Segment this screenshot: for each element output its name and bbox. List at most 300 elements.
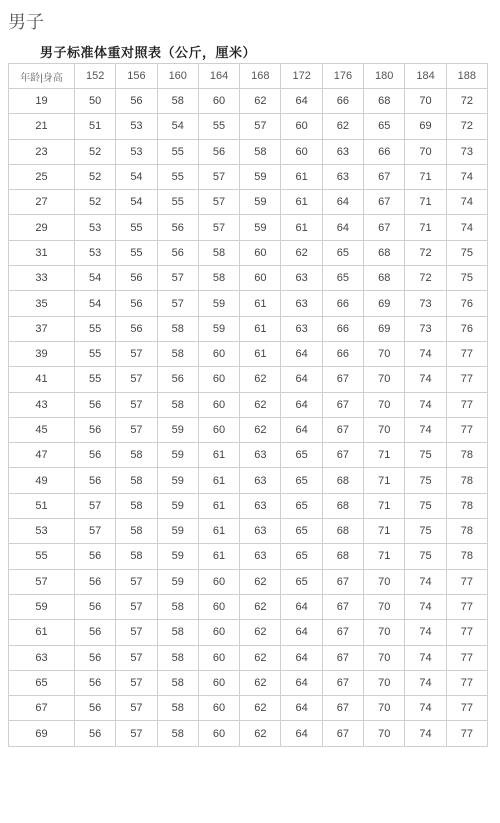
weight-cell: 65 (281, 544, 322, 569)
age-cell: 21 (9, 114, 75, 139)
weight-cell: 58 (116, 544, 157, 569)
weight-cell: 57 (198, 190, 239, 215)
weight-cell: 71 (364, 468, 405, 493)
age-cell: 69 (9, 721, 75, 746)
age-cell: 61 (9, 620, 75, 645)
age-cell: 57 (9, 569, 75, 594)
weight-cell: 60 (198, 89, 239, 114)
table-row (9, 392, 488, 417)
table-row (9, 519, 488, 544)
weight-cell: 74 (446, 215, 487, 240)
weight-cell: 61 (198, 544, 239, 569)
weight-cell: 56 (75, 443, 116, 468)
weight-cell: 57 (116, 417, 157, 442)
weight-cell: 57 (198, 164, 239, 189)
table-row (9, 240, 488, 265)
weight-cell: 74 (405, 417, 446, 442)
weight-cell: 57 (116, 367, 157, 392)
table-row (9, 114, 488, 139)
weight-cell: 59 (240, 215, 281, 240)
weight-cell: 57 (116, 569, 157, 594)
weight-cell: 70 (364, 645, 405, 670)
weight-cell: 54 (116, 164, 157, 189)
weight-cell: 70 (364, 569, 405, 594)
weight-cell: 69 (405, 114, 446, 139)
weight-cell: 75 (446, 240, 487, 265)
weight-cell: 56 (75, 417, 116, 442)
weight-cell: 57 (116, 696, 157, 721)
weight-cell: 59 (198, 316, 239, 341)
weight-cell: 63 (322, 164, 363, 189)
weight-cell: 55 (157, 139, 198, 164)
weight-cell: 76 (446, 316, 487, 341)
height-header: 152 (75, 64, 116, 89)
weight-cell: 63 (240, 519, 281, 544)
weight-cell: 58 (240, 139, 281, 164)
weight-cell: 75 (405, 519, 446, 544)
age-cell: 53 (9, 519, 75, 544)
table-row (9, 164, 488, 189)
weight-cell: 70 (364, 367, 405, 392)
weight-cell: 54 (116, 190, 157, 215)
weight-cell: 61 (198, 493, 239, 518)
weight-cell: 61 (198, 519, 239, 544)
weight-cell: 68 (364, 89, 405, 114)
weight-cell: 58 (198, 266, 239, 291)
weight-cell: 57 (75, 519, 116, 544)
table-row (9, 89, 488, 114)
weight-cell: 64 (322, 190, 363, 215)
weight-cell: 55 (116, 240, 157, 265)
weight-cell: 68 (322, 544, 363, 569)
weight-cell: 60 (198, 670, 239, 695)
weight-cell: 67 (364, 164, 405, 189)
weight-cell: 60 (198, 417, 239, 442)
age-cell: 67 (9, 696, 75, 721)
weight-cell: 65 (281, 468, 322, 493)
weight-cell: 58 (116, 468, 157, 493)
weight-cell: 58 (116, 493, 157, 518)
weight-cell: 62 (240, 696, 281, 721)
weight-cell: 68 (322, 468, 363, 493)
weight-cell: 63 (240, 443, 281, 468)
weight-cell: 69 (364, 316, 405, 341)
weight-cell: 75 (405, 493, 446, 518)
weight-cell: 75 (405, 468, 446, 493)
weight-cell: 64 (281, 594, 322, 619)
weight-cell: 61 (240, 291, 281, 316)
weight-cell: 53 (75, 240, 116, 265)
weight-cell: 56 (75, 569, 116, 594)
weight-cell: 60 (198, 594, 239, 619)
age-cell: 49 (9, 468, 75, 493)
weight-cell: 61 (281, 215, 322, 240)
weight-cell: 61 (240, 341, 281, 366)
weight-cell: 63 (240, 493, 281, 518)
weight-cell: 76 (446, 291, 487, 316)
weight-cell: 63 (281, 316, 322, 341)
weight-cell: 70 (364, 670, 405, 695)
weight-cell: 64 (281, 645, 322, 670)
weight-cell: 62 (240, 645, 281, 670)
weight-cell: 71 (364, 544, 405, 569)
age-cell: 31 (9, 240, 75, 265)
weight-cell: 77 (446, 670, 487, 695)
weight-cell: 60 (281, 114, 322, 139)
weight-cell: 65 (281, 569, 322, 594)
weight-cell: 52 (75, 164, 116, 189)
weight-cell: 68 (364, 240, 405, 265)
weight-cell: 57 (116, 392, 157, 417)
weight-cell: 71 (405, 164, 446, 189)
table-row (9, 417, 488, 442)
weight-cell: 62 (240, 367, 281, 392)
weight-cell: 68 (364, 266, 405, 291)
table-row (9, 341, 488, 366)
table-row (9, 645, 488, 670)
weight-cell: 66 (364, 139, 405, 164)
weight-cell: 78 (446, 519, 487, 544)
weight-cell: 65 (281, 519, 322, 544)
weight-cell: 53 (75, 215, 116, 240)
age-cell: 35 (9, 291, 75, 316)
table-body (9, 89, 488, 747)
weight-cell: 64 (281, 620, 322, 645)
weight-cell: 53 (116, 114, 157, 139)
weight-cell: 52 (75, 139, 116, 164)
weight-cell: 54 (75, 291, 116, 316)
weight-cell: 52 (75, 190, 116, 215)
weight-cell: 56 (75, 696, 116, 721)
weight-cell: 75 (405, 544, 446, 569)
age-cell: 33 (9, 266, 75, 291)
height-header: 172 (281, 64, 322, 89)
weight-cell: 54 (75, 266, 116, 291)
weight-cell: 67 (322, 670, 363, 695)
weight-cell: 57 (157, 291, 198, 316)
weight-cell: 77 (446, 594, 487, 619)
weight-cell: 60 (281, 139, 322, 164)
weight-cell: 55 (198, 114, 239, 139)
weight-cell: 56 (157, 240, 198, 265)
weight-cell: 67 (322, 696, 363, 721)
weight-cell: 57 (157, 266, 198, 291)
weight-cell: 56 (75, 670, 116, 695)
weight-cell: 64 (281, 721, 322, 746)
weight-cell: 74 (446, 164, 487, 189)
weight-cell: 56 (75, 594, 116, 619)
table-row (9, 493, 488, 518)
height-header: 168 (240, 64, 281, 89)
weight-cell: 71 (364, 443, 405, 468)
weight-cell: 78 (446, 443, 487, 468)
weight-cell: 58 (157, 594, 198, 619)
weight-cell: 65 (322, 266, 363, 291)
weight-cell: 64 (281, 392, 322, 417)
weight-cell: 59 (198, 291, 239, 316)
weight-cell: 57 (116, 721, 157, 746)
table-title: 男子标准体重对照表（公斤，厘米） (40, 46, 257, 61)
weight-cell: 77 (446, 417, 487, 442)
weight-cell: 58 (157, 89, 198, 114)
table-row (9, 316, 488, 341)
height-header: 188 (446, 64, 487, 89)
weight-cell: 64 (281, 367, 322, 392)
weight-cell: 56 (157, 215, 198, 240)
weight-cell: 70 (364, 721, 405, 746)
weight-cell: 67 (322, 645, 363, 670)
weight-cell: 65 (364, 114, 405, 139)
weight-cell: 74 (405, 392, 446, 417)
weight-cell: 67 (322, 367, 363, 392)
age-cell: 29 (9, 215, 75, 240)
weight-cell: 64 (281, 670, 322, 695)
weight-cell: 60 (198, 645, 239, 670)
weight-cell: 57 (116, 645, 157, 670)
weight-cell: 59 (157, 519, 198, 544)
age-cell: 59 (9, 594, 75, 619)
weight-cell: 56 (116, 89, 157, 114)
weight-cell: 67 (322, 594, 363, 619)
age-cell: 39 (9, 341, 75, 366)
weight-cell: 59 (157, 468, 198, 493)
age-cell: 23 (9, 139, 75, 164)
table-row (9, 620, 488, 645)
weight-cell: 62 (322, 114, 363, 139)
weight-cell: 66 (322, 89, 363, 114)
weight-cell: 67 (322, 620, 363, 645)
weight-cell: 75 (446, 266, 487, 291)
table-row (9, 367, 488, 392)
weight-cell: 56 (75, 392, 116, 417)
age-cell: 51 (9, 493, 75, 518)
weight-cell: 61 (198, 443, 239, 468)
weight-cell: 77 (446, 696, 487, 721)
height-header: 180 (364, 64, 405, 89)
weight-cell: 67 (322, 443, 363, 468)
weight-cell: 74 (405, 696, 446, 721)
weight-cell: 77 (446, 392, 487, 417)
weight-cell: 62 (240, 620, 281, 645)
weight-cell: 63 (240, 468, 281, 493)
table-row (9, 443, 488, 468)
weight-cell: 67 (322, 569, 363, 594)
weight-cell: 57 (240, 114, 281, 139)
weight-cell: 70 (364, 392, 405, 417)
weight-cell: 53 (116, 139, 157, 164)
weight-table (8, 63, 488, 747)
weight-cell: 73 (405, 291, 446, 316)
weight-cell: 58 (157, 316, 198, 341)
weight-cell: 61 (198, 468, 239, 493)
age-cell: 25 (9, 164, 75, 189)
table-header (9, 64, 488, 89)
table-row (9, 594, 488, 619)
weight-cell: 64 (281, 341, 322, 366)
weight-cell: 71 (405, 215, 446, 240)
height-header: 176 (322, 64, 363, 89)
age-cell: 63 (9, 645, 75, 670)
weight-cell: 60 (240, 266, 281, 291)
weight-cell: 58 (157, 670, 198, 695)
weight-cell: 51 (75, 114, 116, 139)
weight-cell: 58 (157, 620, 198, 645)
weight-cell: 72 (446, 114, 487, 139)
weight-cell: 56 (198, 139, 239, 164)
weight-cell: 71 (405, 190, 446, 215)
weight-cell: 77 (446, 620, 487, 645)
table-row (9, 569, 488, 594)
weight-cell: 78 (446, 468, 487, 493)
weight-cell: 55 (116, 215, 157, 240)
weight-cell: 63 (240, 544, 281, 569)
table-row (9, 215, 488, 240)
age-cell: 27 (9, 190, 75, 215)
weight-cell: 73 (446, 139, 487, 164)
age-cell: 47 (9, 443, 75, 468)
weight-cell: 58 (157, 696, 198, 721)
age-cell: 43 (9, 392, 75, 417)
weight-cell: 70 (405, 139, 446, 164)
weight-cell: 77 (446, 645, 487, 670)
weight-cell: 78 (446, 544, 487, 569)
weight-cell: 74 (405, 645, 446, 670)
weight-cell: 58 (116, 519, 157, 544)
weight-cell: 57 (116, 341, 157, 366)
weight-cell: 77 (446, 367, 487, 392)
weight-cell: 78 (446, 493, 487, 518)
age-cell: 55 (9, 544, 75, 569)
weight-cell: 60 (198, 696, 239, 721)
weight-cell: 60 (198, 620, 239, 645)
height-header: 164 (198, 64, 239, 89)
height-header: 160 (157, 64, 198, 89)
weight-cell: 55 (157, 164, 198, 189)
weight-cell: 58 (198, 240, 239, 265)
weight-cell: 74 (405, 367, 446, 392)
age-cell: 45 (9, 417, 75, 442)
weight-cell: 56 (116, 291, 157, 316)
weight-cell: 62 (240, 594, 281, 619)
height-header: 156 (116, 64, 157, 89)
weight-cell: 62 (281, 240, 322, 265)
age-cell: 41 (9, 367, 75, 392)
weight-cell: 70 (364, 341, 405, 366)
weight-cell: 60 (198, 569, 239, 594)
weight-cell: 66 (322, 341, 363, 366)
weight-cell: 74 (405, 341, 446, 366)
weight-cell: 67 (364, 215, 405, 240)
weight-cell: 69 (364, 291, 405, 316)
weight-cell: 71 (364, 493, 405, 518)
weight-cell: 62 (240, 670, 281, 695)
weight-cell: 67 (364, 190, 405, 215)
weight-cell: 74 (405, 594, 446, 619)
weight-cell: 77 (446, 569, 487, 594)
weight-cell: 62 (240, 721, 281, 746)
weight-cell: 58 (116, 443, 157, 468)
weight-cell: 72 (405, 266, 446, 291)
weight-cell: 56 (116, 266, 157, 291)
table-row (9, 544, 488, 569)
weight-cell: 50 (75, 89, 116, 114)
weight-cell: 56 (75, 645, 116, 670)
weight-cell: 55 (157, 190, 198, 215)
table-row (9, 670, 488, 695)
weight-cell: 55 (75, 367, 116, 392)
weight-cell: 59 (157, 417, 198, 442)
height-header: 184 (405, 64, 446, 89)
weight-cell: 63 (281, 266, 322, 291)
weight-cell: 57 (116, 620, 157, 645)
weight-cell: 55 (75, 341, 116, 366)
weight-cell: 63 (281, 291, 322, 316)
weight-cell: 57 (116, 594, 157, 619)
weight-cell: 59 (240, 190, 281, 215)
weight-cell: 61 (281, 190, 322, 215)
age-cell: 37 (9, 316, 75, 341)
weight-cell: 59 (157, 569, 198, 594)
weight-cell: 61 (240, 316, 281, 341)
weight-cell: 61 (281, 164, 322, 189)
weight-cell: 68 (322, 519, 363, 544)
weight-cell: 60 (240, 240, 281, 265)
weight-cell: 62 (240, 417, 281, 442)
weight-cell: 70 (364, 594, 405, 619)
weight-cell: 67 (322, 417, 363, 442)
table-row (9, 266, 488, 291)
age-cell: 65 (9, 670, 75, 695)
weight-cell: 58 (157, 721, 198, 746)
weight-cell: 58 (157, 392, 198, 417)
weight-cell: 60 (198, 392, 239, 417)
weight-cell: 58 (157, 341, 198, 366)
weight-cell: 72 (446, 89, 487, 114)
weight-cell: 59 (240, 164, 281, 189)
page-heading: 男子 (8, 12, 44, 33)
weight-cell: 72 (405, 240, 446, 265)
weight-cell: 65 (322, 240, 363, 265)
weight-cell: 64 (281, 696, 322, 721)
weight-cell: 75 (405, 443, 446, 468)
weight-cell: 59 (157, 493, 198, 518)
header-row (9, 64, 488, 89)
weight-cell: 65 (281, 493, 322, 518)
weight-cell: 57 (116, 670, 157, 695)
weight-cell: 70 (364, 620, 405, 645)
weight-cell: 56 (75, 468, 116, 493)
weight-cell: 77 (446, 721, 487, 746)
weight-cell: 77 (446, 341, 487, 366)
weight-cell: 66 (322, 291, 363, 316)
weight-cell: 74 (405, 620, 446, 645)
weight-cell: 63 (322, 139, 363, 164)
weight-cell: 59 (157, 544, 198, 569)
weight-cell: 62 (240, 392, 281, 417)
weight-cell: 70 (405, 89, 446, 114)
weight-cell: 74 (405, 721, 446, 746)
weight-cell: 60 (198, 367, 239, 392)
corner-header: 年龄|身高 (9, 64, 75, 89)
table-row (9, 721, 488, 746)
weight-cell: 56 (116, 316, 157, 341)
weight-cell: 58 (157, 645, 198, 670)
table-row (9, 696, 488, 721)
weight-cell: 71 (364, 519, 405, 544)
weight-cell: 67 (322, 721, 363, 746)
weight-cell: 74 (446, 190, 487, 215)
weight-cell: 56 (75, 620, 116, 645)
